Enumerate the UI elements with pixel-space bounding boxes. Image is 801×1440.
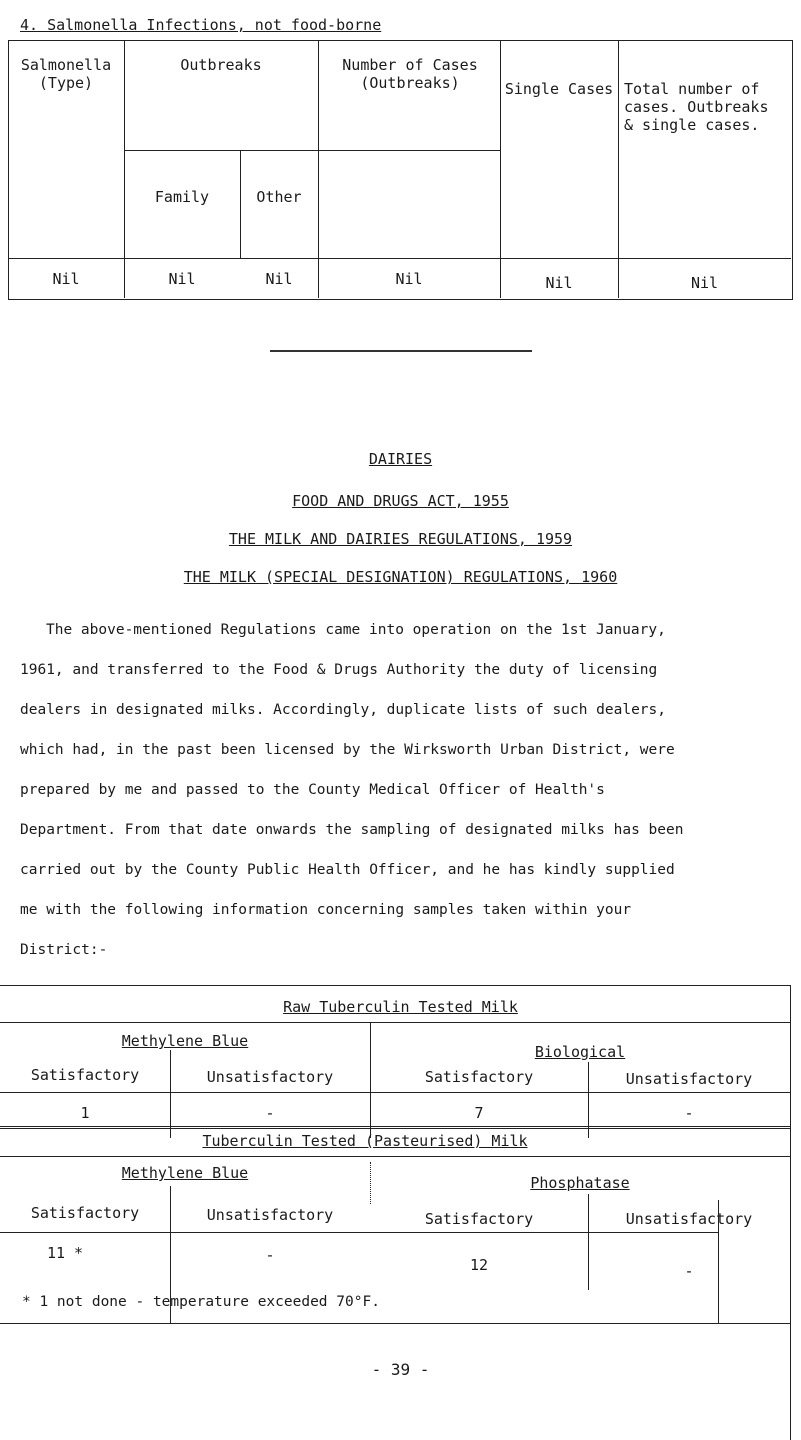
raw-value: 7 — [474, 1104, 484, 1122]
past-value: 11 * — [46, 1244, 84, 1262]
dairies-title: DAIRIES — [368, 450, 433, 468]
paragraph-line: which had, in the past been licensed by the Wirksworth Urban District, were — [20, 742, 675, 758]
cell-type: Nil — [52, 270, 80, 288]
paragraph-line: 1961, and transferred to the Food & Drugs Authority the duty of licensing — [20, 662, 658, 678]
regulations-1959: THE MILK AND DAIRIES REGULATIONS, 1959 — [228, 530, 573, 548]
paragraph-line: Department. From that date onwards the sampling of designated milks has been — [20, 822, 684, 838]
cell-other: Nil — [265, 270, 293, 288]
section-heading: 4. Salmonella Infections, not food-borne — [20, 16, 382, 34]
header-outbreaks: Outbreaks — [180, 56, 262, 74]
past-methylene-blue: Methylene Blue — [121, 1164, 249, 1182]
header-family: Family — [154, 188, 210, 206]
header-single-cases: Single Cases — [504, 80, 614, 98]
cell-single-cases: Nil — [545, 274, 573, 292]
dairies-paragraph — [20, 610, 795, 970]
past-value: - — [684, 1262, 694, 1280]
paragraph-line: me with the following information concerning samples taken within your — [20, 902, 632, 918]
paragraph-line: District:- — [20, 942, 108, 958]
header-number-of-cases: Number of Cases (Outbreaks) — [342, 56, 478, 92]
footnote: * 1 not done - temperature exceeded 70°F. — [22, 1294, 380, 1310]
raw-bio-unsatisfactory: Unsatisfactory — [625, 1070, 753, 1088]
past-value: 12 — [469, 1256, 489, 1274]
raw-tt-title: Raw Tuberculin Tested Milk — [283, 998, 518, 1016]
paragraph-line: prepared by me and passed to the County Medical Officer of Health's — [20, 782, 605, 798]
divider — [270, 350, 532, 352]
regulations-1960: THE MILK (SPECIAL DESIGNATION) REGULATIONS, 1960 — [183, 568, 618, 586]
header-total: Total number of cases. Outbreaks & single cases. — [624, 80, 769, 134]
cell-family: Nil — [168, 270, 196, 288]
paragraph-line: The above-mentioned Regulations came into operation on the 1st January, — [46, 622, 666, 638]
raw-methylene-blue: Methylene Blue — [121, 1032, 249, 1050]
raw-value: - — [684, 1104, 694, 1122]
raw-value: - — [265, 1104, 275, 1122]
raw-value: 1 — [80, 1104, 90, 1122]
past-tt-title: Tuberculin Tested (Pasteurised) Milk — [202, 1132, 528, 1150]
raw-mb-satisfactory: Satisfactory — [30, 1066, 140, 1084]
past-phos-satisfactory: Satisfactory — [424, 1210, 534, 1228]
paragraph-line: dealers in designated milks. Accordingly, duplicate lists of such dealers, — [20, 702, 667, 718]
past-mb-unsatisfactory: Unsatisfactory — [206, 1206, 334, 1224]
past-value: - — [265, 1246, 275, 1264]
paragraph-line: carried out by the County Public Health Officer, and he has kindly supplied — [20, 862, 675, 878]
header-type: Salmonella (Type) — [20, 56, 112, 92]
raw-mb-unsatisfactory: Unsatisfactory — [206, 1068, 334, 1086]
cell-total: Nil — [690, 274, 719, 292]
header-other: Other — [256, 188, 302, 206]
past-mb-satisfactory: Satisfactory — [30, 1204, 140, 1222]
page-number: - 39 - — [371, 1360, 430, 1379]
past-phos-unsatisfactory: Unsatisfactory — [625, 1210, 753, 1228]
act-title: FOOD AND DRUGS ACT, 1955 — [292, 492, 509, 510]
raw-bio-satisfactory: Satisfactory — [424, 1068, 534, 1086]
raw-biological: Biological — [534, 1043, 626, 1061]
cell-number-of-cases: Nil — [395, 270, 423, 288]
past-phosphatase: Phosphatase — [530, 1174, 630, 1192]
